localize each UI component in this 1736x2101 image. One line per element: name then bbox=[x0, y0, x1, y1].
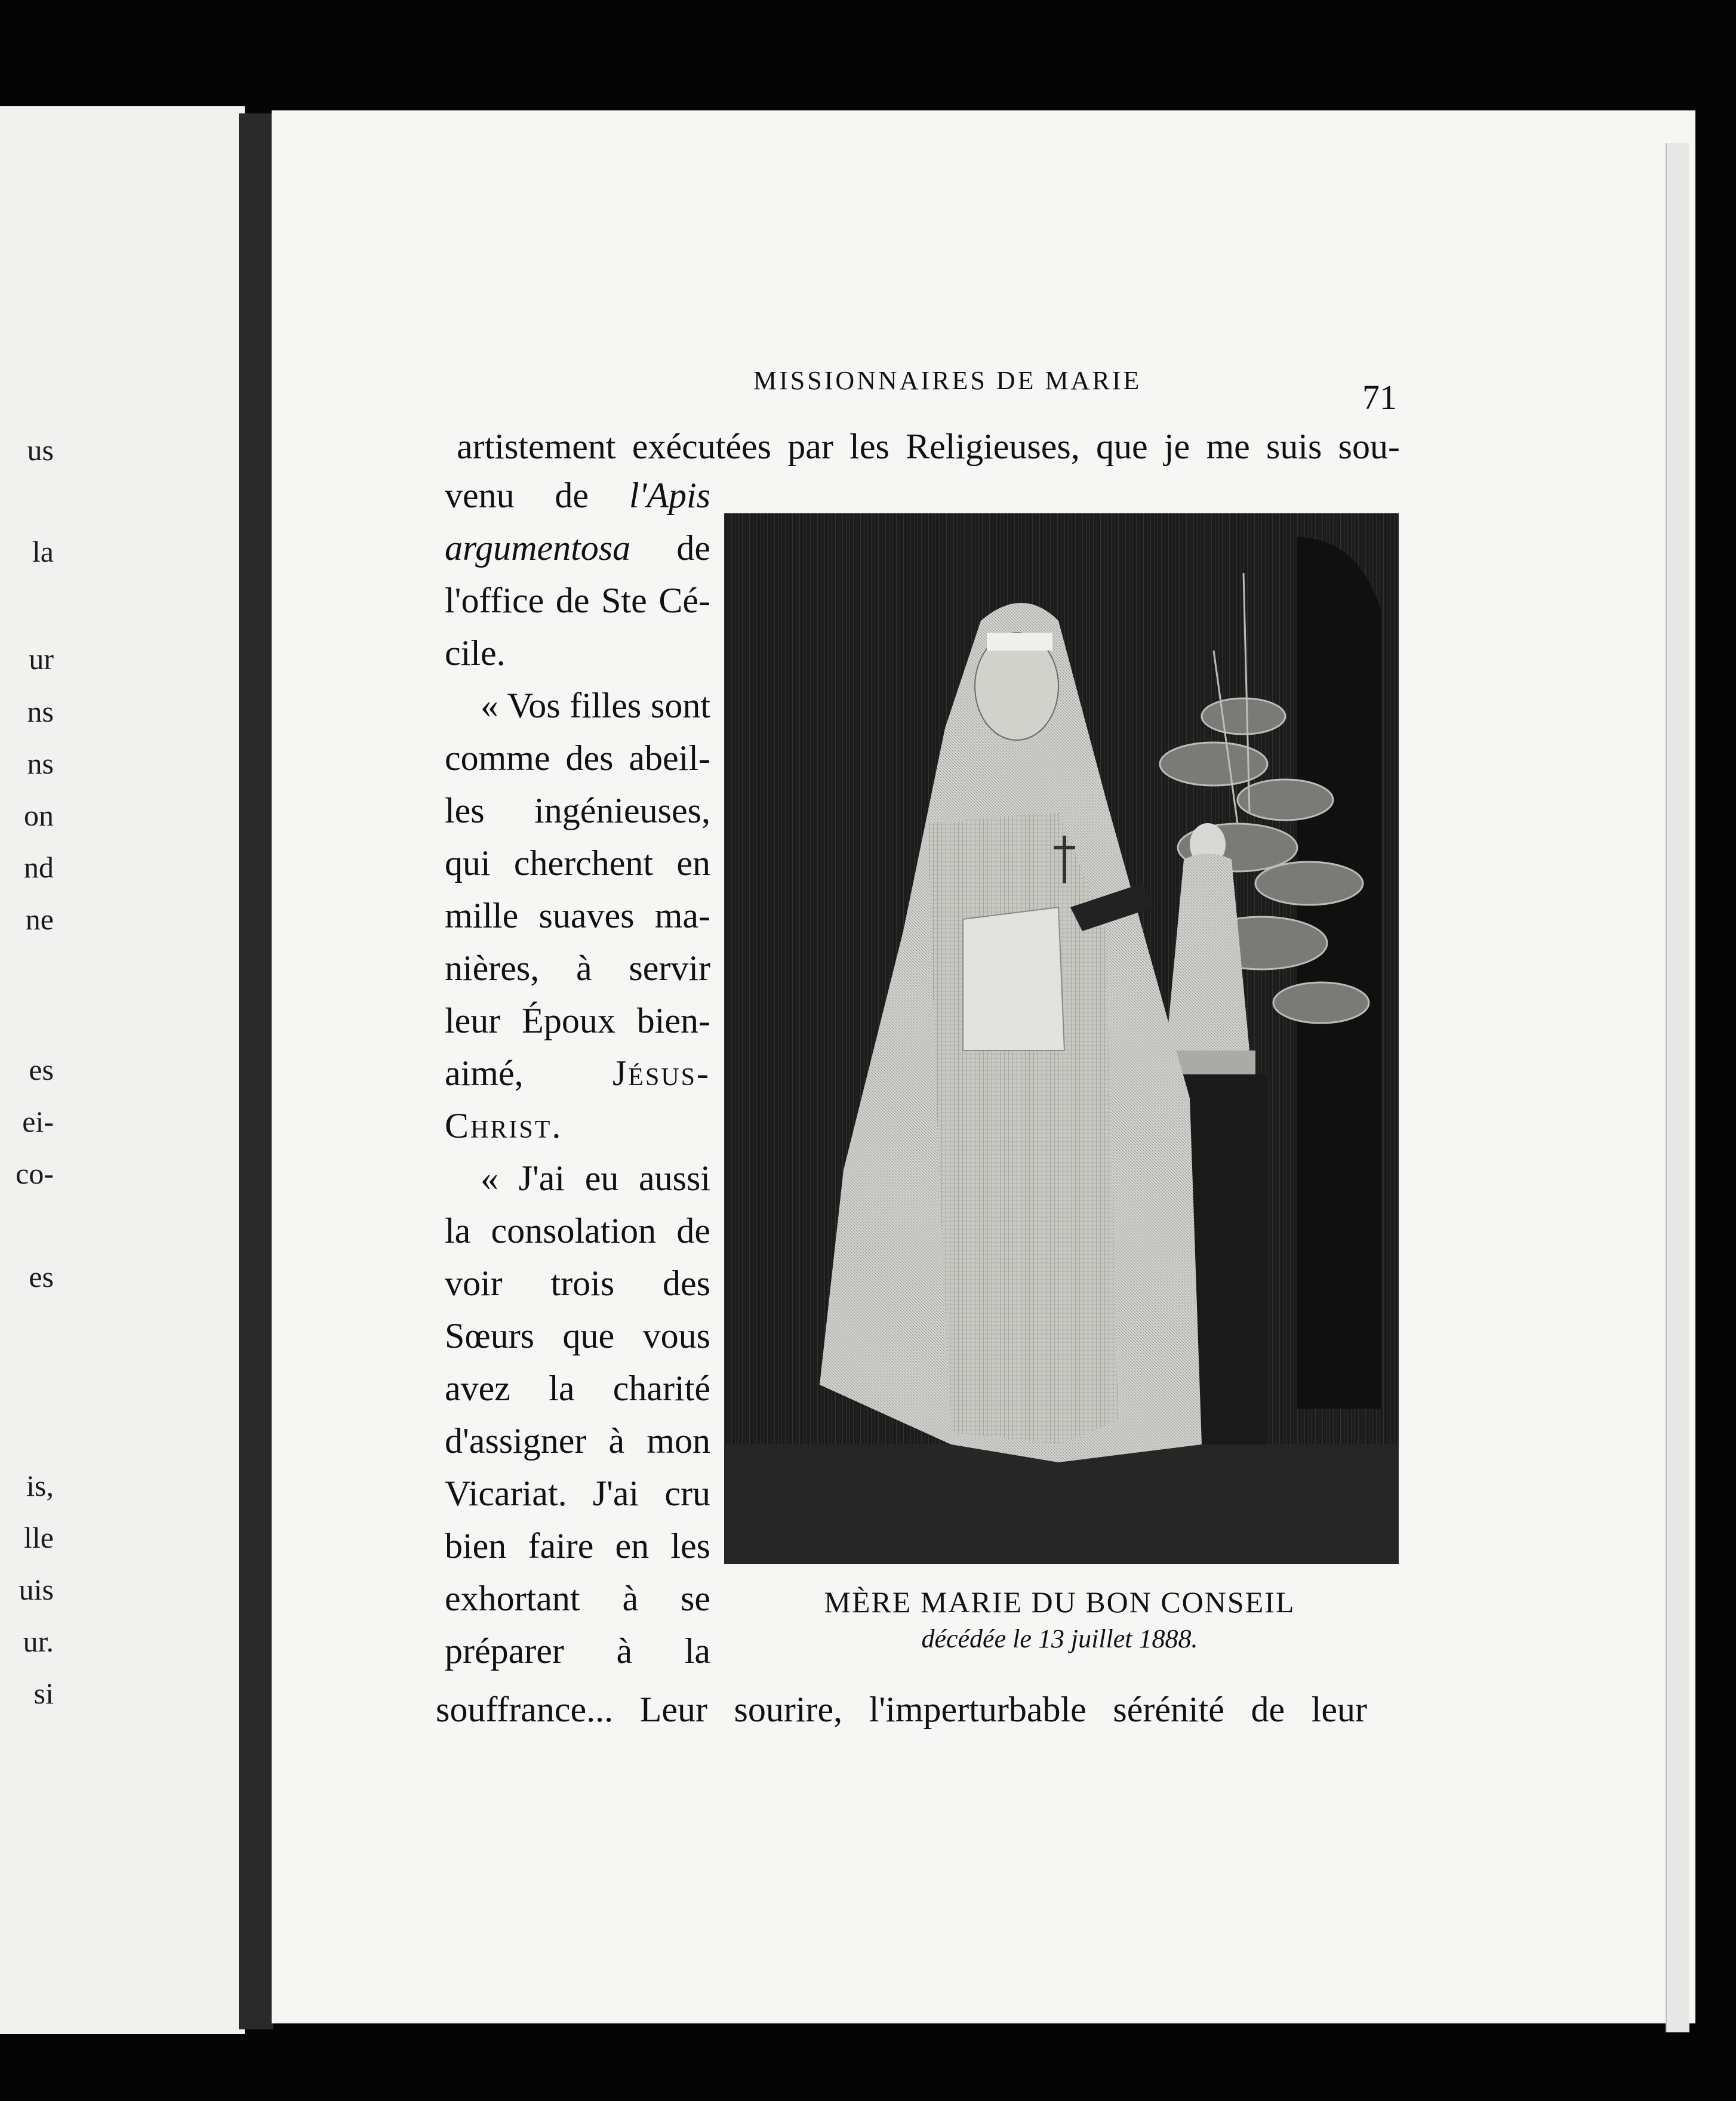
body-line: leur Époux bien- bbox=[445, 1001, 710, 1040]
left-page-fragment: ei- bbox=[22, 1105, 54, 1138]
body-line: les ingénieuses, bbox=[445, 791, 710, 830]
body-line: préparer à la bbox=[445, 1631, 710, 1671]
body-line: souffrance... Leur sourire, l'imperturbable sérénité de leur bbox=[436, 1690, 1367, 1729]
body-line: Vicariat. J'ai cru bbox=[445, 1474, 710, 1513]
left-page-fragment: us bbox=[27, 433, 54, 467]
body-line: Sœurs que vous bbox=[445, 1316, 710, 1356]
left-page-fragment: es bbox=[29, 1053, 54, 1086]
body-line: Christ. bbox=[445, 1106, 563, 1145]
body-line: venu de l'Apis bbox=[445, 476, 710, 515]
engraving-portrait bbox=[724, 513, 1399, 1564]
body-line: exhortant à se bbox=[445, 1579, 710, 1618]
figure-caption-title: MÈRE MARIE DU BON CONSEIL bbox=[824, 1585, 1295, 1619]
book-binding-shadow bbox=[239, 113, 273, 2029]
body-line: argumentosa de bbox=[445, 528, 710, 568]
left-page-fragment: ur bbox=[29, 642, 54, 676]
left-page-fragment: ns bbox=[27, 747, 54, 780]
body-line: avez la charité bbox=[445, 1369, 710, 1408]
body-line: mille suaves ma- bbox=[445, 896, 710, 935]
page-number: 71 bbox=[1362, 378, 1397, 417]
body-line: cile. bbox=[445, 633, 506, 673]
body-line: nières, à servir bbox=[445, 948, 710, 988]
left-page-fragment: is, bbox=[26, 1469, 54, 1502]
left-page-fragment: la bbox=[32, 535, 54, 568]
left-page-fragment: nd bbox=[24, 851, 54, 884]
left-page-fragment: on bbox=[24, 799, 54, 832]
body-line: la consolation de bbox=[445, 1211, 710, 1250]
body-line: qui cherchent en bbox=[445, 843, 710, 883]
left-page-fragment: ur. bbox=[23, 1625, 54, 1658]
body-line: comme des abeil- bbox=[445, 738, 710, 778]
body-line: voir trois des bbox=[445, 1264, 710, 1303]
body-line: bien faire en les bbox=[445, 1526, 710, 1566]
left-page-fragment: lle bbox=[24, 1521, 54, 1554]
left-page-fragment: co- bbox=[16, 1157, 54, 1190]
paragraph-start-line: « Vos filles sont bbox=[481, 686, 710, 725]
left-page-fragment: ns bbox=[27, 695, 54, 728]
body-line: artistement exécutées par les Religieuses, que je me suis sou- bbox=[457, 427, 1400, 466]
left-page-fragment: uis bbox=[19, 1573, 54, 1606]
left-page-fragment: si bbox=[33, 1677, 54, 1710]
body-line: d'assigner à mon bbox=[445, 1421, 710, 1461]
page-edge bbox=[1666, 143, 1689, 2032]
nun-engraving bbox=[724, 513, 1399, 1564]
left-page-fragment: ne bbox=[25, 902, 54, 936]
left-page-fragment: es bbox=[29, 1260, 54, 1293]
body-line: aimé, Jésus- bbox=[445, 1053, 710, 1093]
body-line: l'office de Ste Cé- bbox=[445, 581, 710, 620]
running-head: MISSIONNAIRES DE MARIE bbox=[753, 366, 1142, 395]
figure-caption-date: décédée le 13 juillet 1888. bbox=[921, 1624, 1198, 1653]
paragraph-start-line: « J'ai eu aussi bbox=[481, 1159, 710, 1198]
